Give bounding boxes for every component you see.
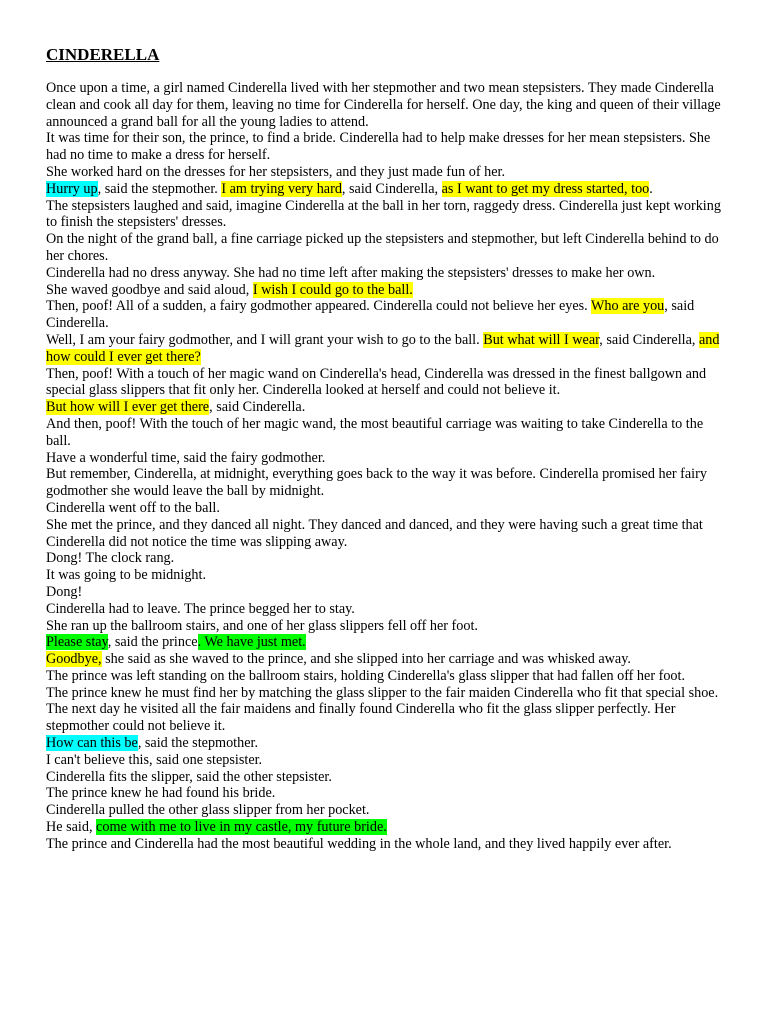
paragraph-text: But remember, Cinderella, at midnight, everything goes back to the way it was before. Cinderella promised her fairy godmother she would leave the ball by midnight. [46,466,707,500]
paragraph-text: He said, [46,819,97,836]
paragraph-text: The stepsisters laughed and said, imagine Cinderella at the ball in her torn, raggedy dress. Cinderella just kept working to finish the stepsisters' dresses. [46,197,721,231]
paragraph-text: She ran up the ballroom stairs, and one of her glass slippers fell off her foot. [46,617,478,634]
paragraph-text: The prince knew he had found his bride. [46,785,276,802]
story-paragraph [46,416,726,450]
story-paragraph [46,802,726,819]
story-paragraph [46,567,726,584]
story-paragraph [46,298,726,332]
highlighted-quote-green: . We have just met. [197,634,306,651]
paragraph-text: The prince and Cinderella had the most beautiful wedding in the whole land, and they lived happily ever after. [46,835,672,852]
paragraph-text: I can't believe this, said one stepsister. [46,751,263,768]
story-paragraph [46,366,726,400]
paragraph-text: Then, poof! With a touch of her magic wand on Cinderella's head, Cinderella was dressed in the finest ballgown and special glass slippers that fit only her. Cinderella looked at herself and could not believe it. [46,365,707,399]
story-body [46,80,726,853]
story-paragraph [46,634,726,651]
story-paragraph [46,164,726,181]
paragraph-text: she said as she waved to the prince, and she slipped into her carriage and was whisked away. [101,651,631,668]
story-paragraph [46,332,726,366]
paragraph-text: She waved goodbye and said aloud, [46,281,253,298]
highlighted-quote-yellow: But what will I wear [483,331,600,348]
document-page [46,44,726,853]
story-paragraph [46,130,726,164]
story-paragraph [46,701,726,735]
paragraph-text: . [649,180,653,197]
paragraph-text: Well, I am your fairy godmother, and I will grant your wish to go to the ball. [46,331,484,348]
story-paragraph [46,584,726,601]
document-title: CINDERELLA [46,45,160,64]
paragraph-text: On the night of the grand ball, a fine carriage picked up the stepsisters and stepmother, but left Cinderella behind to do her chores. [46,231,719,264]
paragraph-text: Cinderella went off to the ball. [46,499,220,516]
story-paragraph [46,181,726,198]
story-paragraph [46,836,726,853]
paragraph-text: Cinderella had no dress anyway. She had no time left after making the stepsisters' dresses to make her own. [46,264,656,281]
paragraph-text: , said the prince [107,634,198,651]
story-paragraph [46,466,726,500]
paragraph-text: And then, poof! With the touch of her magic wand, the most beautiful carriage was waiting to take Cinderella to the ball. [46,415,704,449]
paragraph-text: It was time for their son, the prince, to find a bride. Cinderella had to help make dresses for her mean stepsisters. She had no time to make a dress for herself. [46,130,711,164]
paragraph-text: Once upon a time, a girl named Cinderella lived with her stepmother and two mean stepsisters. They made Cinderella clean and cook all day for them, leaving no time for Cinderella for herself. One day, the king and queen of their village announced a grand ball for all the young ladies to attend. [46,80,721,130]
paragraph-text: It was going to be midnight. [46,567,206,584]
story-paragraph [46,618,726,635]
story-paragraph [46,450,726,467]
paragraph-text: The prince knew he must find her by matching the glass slipper to the fair maiden Cinderella who fit that special shoe. [46,684,719,701]
paragraph-text: , said Cinderella, [341,180,442,197]
story-paragraph [46,500,726,517]
story-paragraph [46,735,726,752]
paragraph-text: Then, poof! All of a sudden, a fairy godmother appeared. Cinderella could not believe her eyes. [46,298,591,315]
story-paragraph [46,282,726,299]
story-paragraph [46,668,726,685]
paragraph-text: Cinderella pulled the other glass slipper from her pocket. [46,802,370,819]
highlighted-quote-green: Please stay [46,634,108,651]
story-paragraph [46,685,726,702]
highlighted-quote-yellow: and how could I ever get there? [46,331,720,365]
paragraph-text: Dong! The clock rang. [46,550,175,567]
paragraph-text: , said Cinderella. [209,399,306,416]
story-paragraph [46,550,726,567]
paragraph-text: The next day he visited all the fair maidens and finally found Cinderella who fit the glass slipper perfectly. Her stepmother could not believe it. [46,701,676,735]
story-paragraph [46,80,726,130]
highlighted-quote-yellow: Who are you [591,298,665,315]
paragraph-text: , said Cinderella, [599,331,699,348]
paragraph-text: Cinderella fits the slipper, said the other stepsister. [46,768,332,785]
highlighted-quote-yellow: Goodbye, [46,651,102,668]
story-paragraph [46,769,726,786]
story-paragraph [46,399,726,416]
story-paragraph [46,601,726,618]
story-paragraph [46,517,726,551]
highlighted-quote-green: come with me to live in my castle, my future bride. [96,819,387,836]
story-paragraph [46,198,726,232]
paragraph-text: She met the prince, and they danced all night. They danced and danced, and they were having such a great time that Cinderella did not notice the time was slipping away. [46,516,703,550]
highlighted-quote-cyan: How can this be [46,735,138,752]
story-paragraph [46,819,726,836]
story-paragraph [46,231,726,265]
paragraph-text: Have a wonderful time, said the fairy godmother. [46,449,326,466]
paragraph-text: , said the stepmother. [97,180,222,197]
paragraph-text: , said the stepmother. [137,735,258,752]
paragraph-text: Cinderella had to leave. The prince begged her to stay. [46,600,355,617]
story-paragraph [46,265,726,282]
highlighted-quote-yellow: I am trying very hard [221,180,342,197]
story-paragraph [46,785,726,802]
story-paragraph [46,651,726,668]
paragraph-text: She worked hard on the dresses for her stepsisters, and they just made fun of her. [46,163,506,180]
paragraph-text: The prince was left standing on the ballroom stairs, holding Cinderella's glass slipper that had fallen off her foot. [46,667,685,684]
highlighted-quote-cyan: Hurry up [46,180,98,197]
story-paragraph [46,752,726,769]
highlighted-quote-yellow: But how will I ever get there [46,399,210,416]
highlighted-quote-yellow: I wish I could go to the ball. [252,281,413,298]
paragraph-text: , said Cinderella. [46,298,695,332]
highlighted-quote-yellow: as I want to get my dress started, too [441,180,650,197]
paragraph-text: Dong! [46,583,83,600]
